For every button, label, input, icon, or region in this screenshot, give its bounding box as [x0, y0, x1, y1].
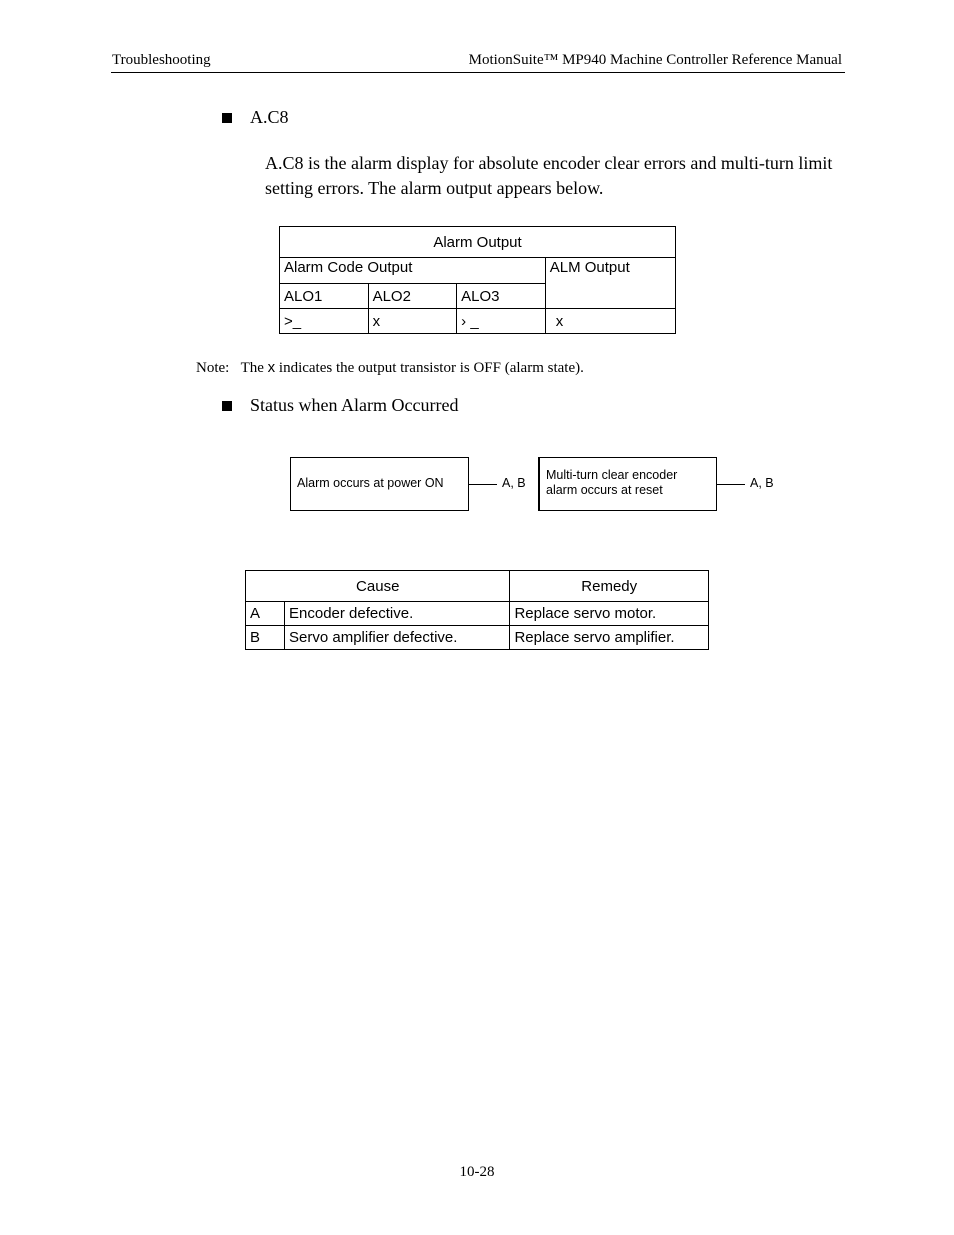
flow-box-reset-line1: Multi-turn clear encoder [546, 468, 678, 482]
alarm-description: A.C8 is the alarm display for absolute encoder clear errors and multi-turn limit setting errors. The alarm output appears below. [265, 153, 833, 198]
flow-label-2: A, B [750, 476, 774, 490]
row-cause: Encoder defective. [285, 602, 510, 626]
remedy-header: Remedy [510, 571, 709, 602]
row-id: A [246, 602, 285, 626]
alo2-header: ALO2 [368, 284, 457, 309]
flow-connector-2 [717, 484, 745, 485]
alarm-code-heading [222, 107, 289, 128]
flow-label-1: A, B [502, 476, 526, 490]
alo3-header: ALO3 [457, 284, 546, 309]
status-heading-text: Status when Alarm Occurred [250, 395, 459, 415]
flow-box-reset [538, 457, 717, 511]
note-text-before: The [240, 360, 264, 376]
alo1-value: >_ [280, 309, 369, 334]
table-row [246, 602, 709, 626]
alo1-header: ALO1 [280, 284, 369, 309]
cause-remedy-table [245, 570, 709, 650]
page-number: 10-28 [459, 1164, 495, 1180]
alarm-code-text: A.C8 [250, 107, 289, 127]
header-manual-title: MotionSuite™ MP940 Machine Controller Reference Manual [468, 52, 842, 68]
cause-header: Cause [246, 571, 510, 602]
header-section: Troubleshooting [112, 52, 211, 68]
note-prefix: Note: [196, 360, 230, 376]
flow-connector-1 [469, 484, 497, 485]
alarm-code-output-header: Alarm Code Output [280, 258, 546, 284]
alm-value: x [545, 309, 675, 334]
alo2-value: x [368, 309, 457, 334]
square-bullet-icon [222, 113, 232, 123]
table-row [246, 626, 709, 650]
note [196, 359, 584, 377]
status-heading [222, 395, 458, 416]
alarm-output-title: Alarm Output [280, 227, 676, 258]
alo3-value: › _ [457, 309, 546, 334]
note-symbol: x [267, 359, 276, 376]
row-cause: Servo amplifier defective. [285, 626, 510, 650]
row-id: B [246, 626, 285, 650]
square-bullet-icon [222, 401, 232, 411]
header-divider [111, 72, 845, 73]
alm-output-header: ALM Output [545, 258, 675, 309]
alarm-output-table [279, 226, 676, 334]
flow-box-power-on: Alarm occurs at power ON [290, 457, 469, 511]
row-remedy: Replace servo motor. [510, 602, 709, 626]
note-text-after: indicates the output transistor is OFF (alarm state). [278, 360, 584, 376]
row-remedy: Replace servo amplifier. [510, 626, 709, 650]
flow-box-reset-line2: alarm occurs at reset [546, 483, 663, 497]
